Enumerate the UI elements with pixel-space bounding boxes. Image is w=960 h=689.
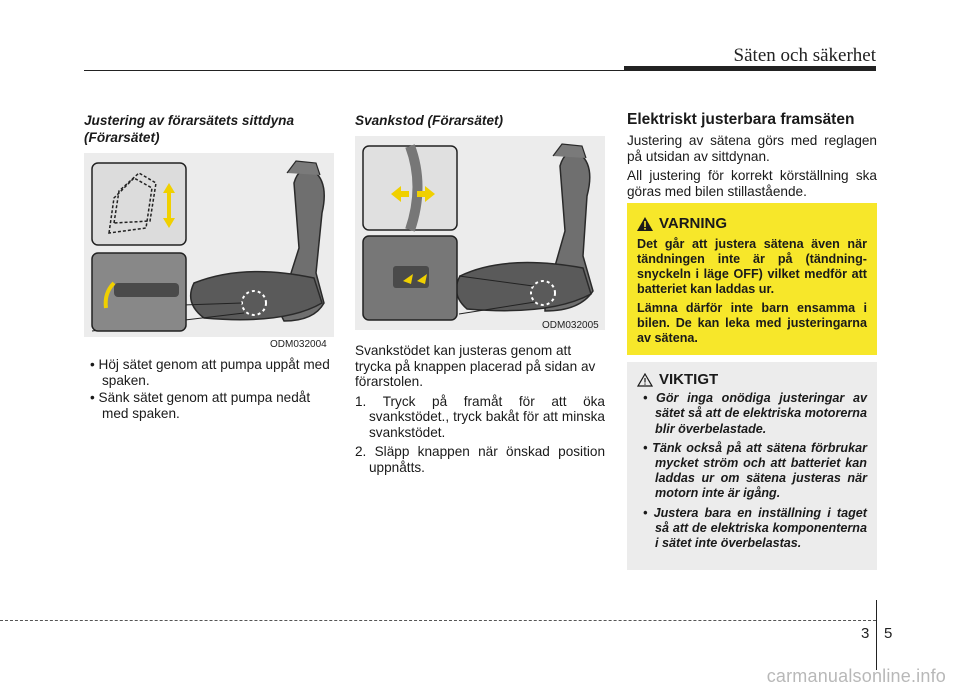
column-1-bullets [84, 357, 334, 423]
list-item: • Justera bara en inställning i taget så att de elektriska komponenterna i sätet inte överbelastas. [643, 505, 867, 551]
header-rule-thick [624, 66, 876, 71]
section-title: Säten och säkerhet [733, 45, 876, 66]
list-item: 2. Släpp knappen när önskad position uppnåtts. [355, 444, 605, 475]
column-2-text [355, 343, 605, 479]
list-item: • Tänk också på att sätena förbrukar mycket ström och att batteriet kan laddas ur om sätena justeras när motorn inte är igång. [643, 440, 867, 501]
heading-seat-cushion [84, 112, 334, 146]
warning-icon [637, 217, 653, 231]
footer-rule [0, 620, 876, 621]
notice-box [627, 362, 877, 570]
heading-lumbar: Svankstod (Förarsätet) [355, 113, 504, 128]
watermark: carmanualsonline.info [766, 666, 946, 686]
list-item: • Gör inga onödiga justeringar av sätet så att de elektriska motorerna blir överbelastade. [643, 391, 867, 436]
list-item: • Sänk sätet genom att pumpa nedåt med spaken. [90, 390, 311, 421]
heading-line-1: Justering av förarsätets sittdyna [84, 113, 295, 128]
warning-title [637, 216, 867, 231]
header-rule [84, 70, 624, 71]
seat-height-illustration [84, 153, 334, 337]
heading-electric-seats: Elektriskt justerbara framsäten [627, 111, 855, 128]
column-1 [84, 112, 334, 146]
warning-text: Lämna därför inte barn ensamma i bilen. De kan leka med justeringarna av sätena. [637, 301, 867, 345]
list-item: 1. Tryck på framåt för att öka svankstödet., tryck bakåt för att minska svankstödet. [355, 393, 605, 440]
page-number: 5 [884, 625, 893, 642]
lumbar-intro: Svankstödet kan justeras genom att trycka på knappen placerad på sidan av förarstolen. [355, 343, 596, 389]
warning-box [627, 203, 877, 355]
warning-text: Det går att justera sätena även när tändningen inte är på (tändning-snyckeln i läge OFF) vilket medför att batteriet kan laddas ur. [637, 237, 867, 296]
lumbar-illustration [355, 136, 605, 330]
paragraph: Justering av sätena görs med reglagen på utsidan av sittdynan. [627, 133, 877, 164]
heading-line-2: (Förarsätet) [84, 130, 160, 145]
list-item: • Höj sätet genom att pumpa uppåt med spaken. [90, 357, 330, 388]
notice-title-text: VIKTIGT [659, 371, 719, 388]
paragraph: All justering för korrekt körställning ska göras med bilen stillastående. [627, 168, 877, 199]
notice-title [637, 372, 867, 387]
image-code-1: ODM032004 [270, 339, 327, 350]
seat-height-drawing [84, 153, 334, 337]
column-3-text [627, 133, 877, 203]
lumbar-drawing [355, 136, 605, 330]
chapter-number: 3 [861, 625, 870, 642]
footer-divider [876, 600, 877, 670]
caution-icon [637, 373, 653, 387]
image-code-2: ODM032005 [542, 320, 599, 331]
warning-title-text: VARNING [659, 215, 728, 232]
